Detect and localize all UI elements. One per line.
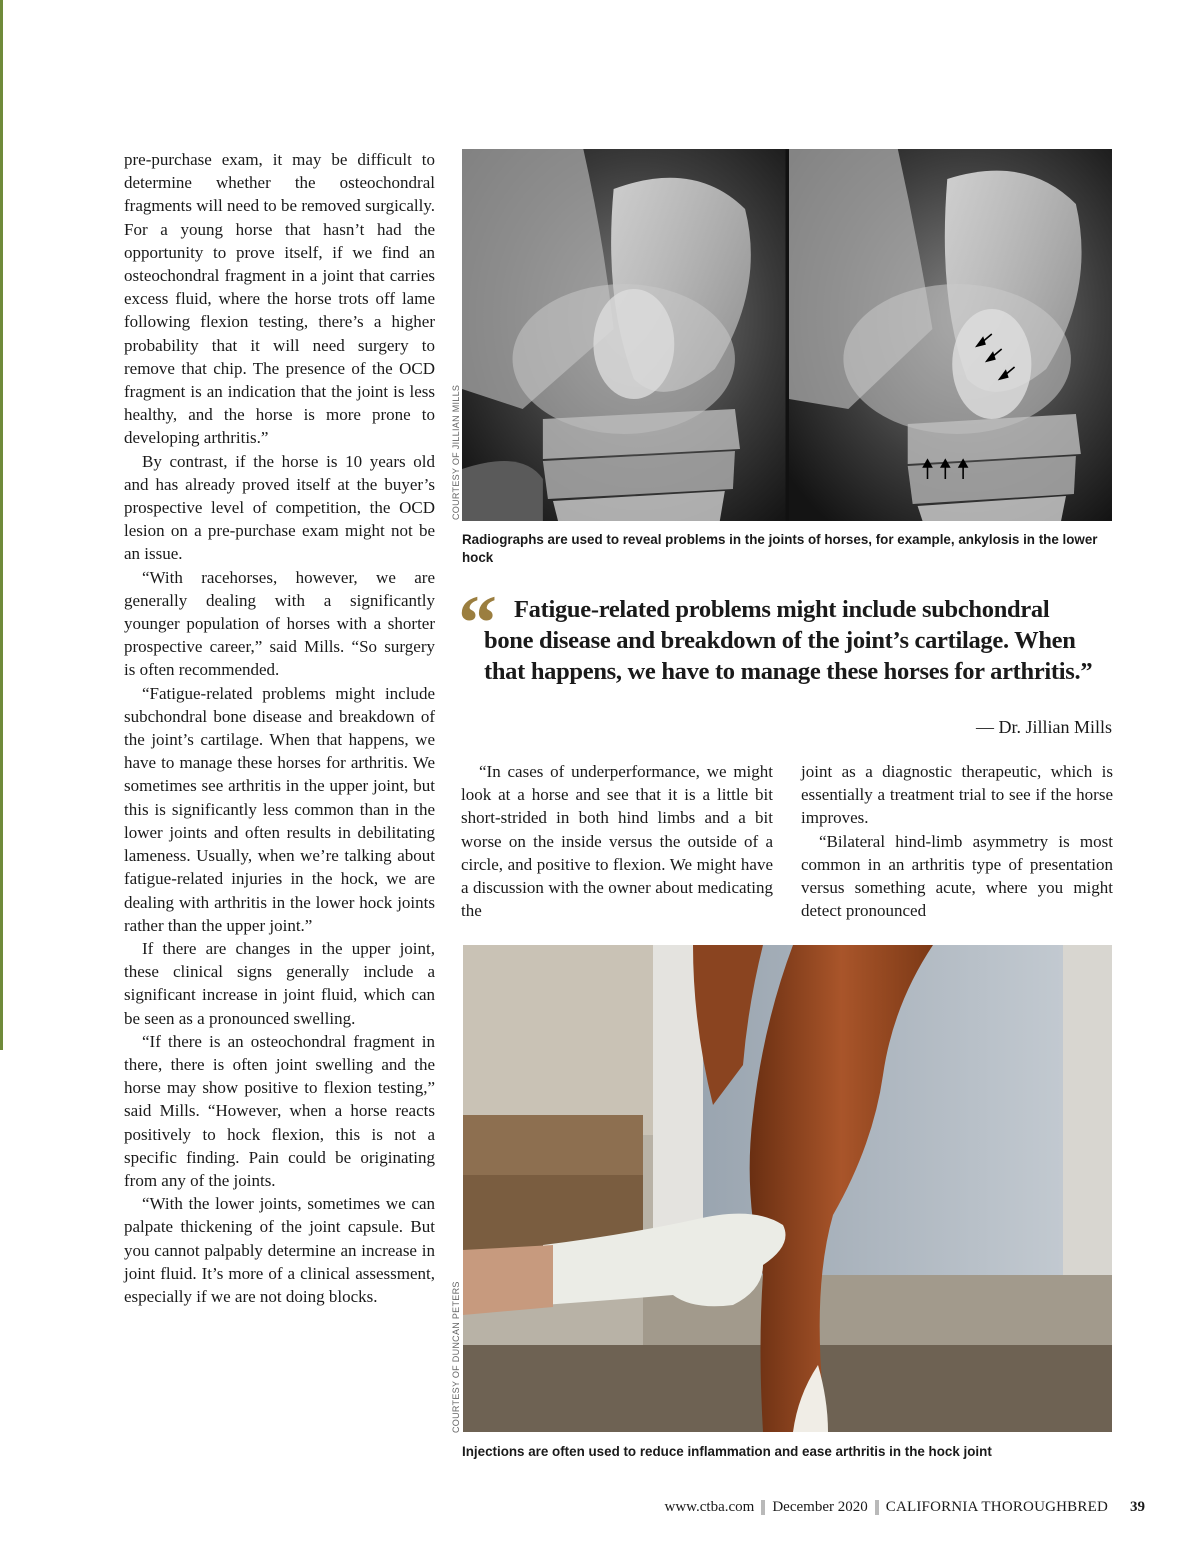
quote-mark-icon: “ (458, 579, 497, 666)
left-paragraph-4: “Fatigue-related problems might include subchondral bone disease and breakdown of the joint’s cartilage. When that happens, we have to manage these horses for arthritis. We sometimes see arthritis in the upper joint, but this is significantly less common than in the lower joints and often results in debilitating lameness. Usually, when we’re talking about fatigue-related injuries in the hock, we are dealing with arthritis in the lower hock joints rather than the upper joint.” (124, 683, 435, 935)
page-footer (665, 1499, 1146, 1516)
page-edge-accent (0, 0, 3, 1050)
left-paragraph-1: pre-purchase exam, it may be difficult to determine whether the osteochondral fragments will need to be removed surgically. For a young horse that hasn’t had the opportunity to prove itself, if we find an osteochondral fragment in a joint that carries excess fluid, where the horse trots off lame following flexion testing, there’s a higher probability that it will need surgery to remove that chip. The presence of the OCD fragment is an indication that the joint is less healthy, and the horse is more prone to developing arthritis.” (124, 150, 435, 448)
right-paragraph-1: joint as a diagnostic therapeutic, which is essentially a treatment trial to see if the horse improves. (801, 762, 1113, 828)
pull-quote-line-3: that happens, we have to manage these horses for arthritis.” (484, 658, 1093, 685)
pull-quote-line-1: Fatigue-related problems might include subchondral (514, 596, 1050, 623)
injection-photo (463, 945, 1112, 1432)
left-paragraph-3: “With racehorses, however, we are generally dealing with a significantly younger population of horses with a shorter prospective career,” said Mills. “So surgery is often recommended. (124, 567, 435, 680)
figure2-photo-credit: COURTESY OF DUNCAN PETERS (451, 1281, 461, 1433)
footer-url: www.ctba.com (664, 1499, 755, 1515)
left-paragraph-7: “With the lower joints, sometimes we can palpate thickening of the joint capsule. But you cannot palpably determine an increase in joint fluid. It’s more of a clinical assessment, especially if we are not doing blocks. (124, 1194, 435, 1306)
left-text-column (124, 148, 435, 1308)
radiograph-right-image (789, 149, 1113, 521)
pull-quote (458, 579, 1118, 737)
figure1-photo-credit: COURTESY OF JILLIAN MILLS (451, 384, 461, 520)
radiograph-left-image (462, 149, 786, 521)
footer-separator (761, 1500, 765, 1515)
footer-date: December 2020 (772, 1499, 868, 1515)
footer-publication: CALIFORNIA THOROUGHBRED (885, 1499, 1108, 1515)
page-number: 39 (1130, 1499, 1145, 1515)
pull-quote-text (458, 594, 1118, 687)
middle-paragraph-1: “In cases of underperformance, we might look at a horse and see that it is a little bit short-strided in both hind limbs and a bit worse on the inside versus the outside of a circle, and positive to flexion. We might have a discussion with the owner about medicating the (461, 762, 773, 921)
figure1-caption: Radiographs are used to reveal problems in the joints of horses, for example, ankylosis in the lower hock (462, 532, 1098, 565)
left-paragraph-6: “If there is an osteochondral fragment in there, there is often joint swelling and the horse may show positive to flexion testing,” said Mills. “However, when a horse reacts positively to hock flexion, this is not a specific finding. Pain could be originating from any of the joints. (124, 1031, 435, 1190)
middle-text-column (461, 760, 773, 922)
figure2-caption: Injections are often used to reduce inflammation and ease arthritis in the hock joint (462, 1444, 992, 1459)
right-text-column (801, 760, 1113, 922)
right-paragraph-2: “Bilateral hind-limb asymmetry is most common in an arthritis type of presentation versus something acute, where you might detect pronounced (801, 831, 1113, 921)
pull-quote-attribution: — Dr. Jillian Mills (975, 717, 1112, 737)
footer-separator (875, 1500, 879, 1515)
pull-quote-line-2: bone disease and breakdown of the joint’s cartilage. When (484, 627, 1076, 654)
left-paragraph-5: If there are changes in the upper joint, these clinical signs generally include a significant increase in joint fluid, which can be seen as a pronounced swelling. (124, 938, 435, 1028)
left-paragraph-2: By contrast, if the horse is 10 years old and has already proved itself at the buyer’s prospective level of competition, the OCD lesion on a pre-purchase exam might not be an issue. (124, 451, 435, 564)
radiograph-figure (462, 149, 1112, 521)
